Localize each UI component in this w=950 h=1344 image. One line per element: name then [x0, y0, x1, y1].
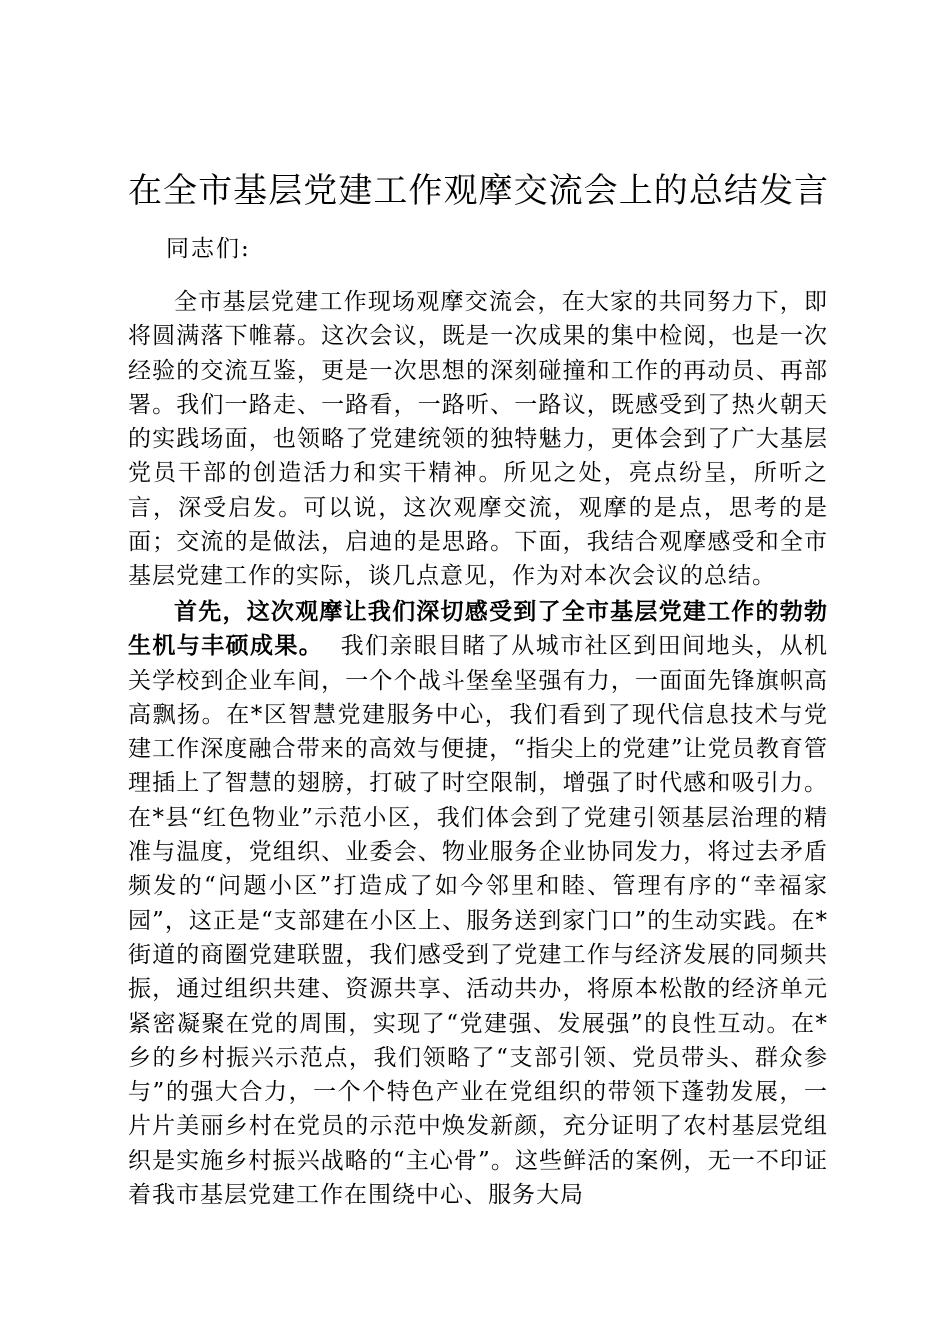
salutation: 同志们:: [166, 236, 251, 262]
paragraph-lead-sentence: 首先，这次观摩让我们深切感受到了全市基层党建工作的勃勃生机与丰硕成果。: [128, 598, 828, 660]
document-title: 在全市基层党建工作观摩交流会上的总结发言: [128, 171, 828, 211]
paragraph-first-point: [128, 595, 828, 1212]
paragraph-body-text: 我们亲眼目睹了从城市社区到田间地头，从机关学校到企业车间，一个个战斗堡垒坚强有力，一面面先锋旗帜高高飘扬。在*区智慧党建服务中心，我们看到了现代信息技术与党建工作深度融合带来的高效与便捷，“指尖上的党建”让党员教育管理插上了智慧的翅膀，打破了时空限制，增强了时代感和吸引力。在*县“红色物业”示范小区，我们体会到了党建引领基层治理的精准与温度，党组织、业委会、物业服务企业协同发力，将过去矛盾频发的“问题小区”打造成了如今邻里和睦、管理有序的“幸福家园”，这正是“支部建在小区上、服务送到家门口”的生动实践。在*街道的商圈党建联盟，我们感受到了党建工作与经济发展的同频共振，通过组织共建、资源共享、活动共办，将原本松散的经济单元紧密凝聚在党的周围，实现了“党建强、发展强”的良性互动。在*乡的乡村振兴示范点，我们领略了“支部引领、党员带头、群众参与”的强大合力，一个个特色产业在党组织的带领下蓬勃发展，一片片美丽乡村在党员的示范中焕发新颜，充分证明了农村基层党组织是实施乡村振兴战略的“主心骨”。这些鲜活的案例，无一不印证着我市基层党建工作在围绕中心、服务大局: [128, 633, 829, 1209]
paragraph-intro: 全市基层党建工作现场观摩交流会，在大家的共同努力下，即将圆满落下帷幕。这次会议，既是一次成果的集中检阅，也是一次经验的交流互鉴，更是一次思想的深刻碰撞和工作的再动员、再部署。我们一路走、一路看，一路听、一路议，既感受到了热火朝天的实践场面，也领略了党建统领的独特魅力，更体会到了广大基层党员干部的创造活力和实干精神。所见之处，亮点纷呈，所听之言，深受启发。可以说，这次观摩交流，观摩的是点，思考的是面；交流的是做法，启迪的是思路。下面，我结合观摩感受和全市基层党建工作的实际，谈几点意见，作为对本次会议的总结。: [128, 289, 828, 590]
